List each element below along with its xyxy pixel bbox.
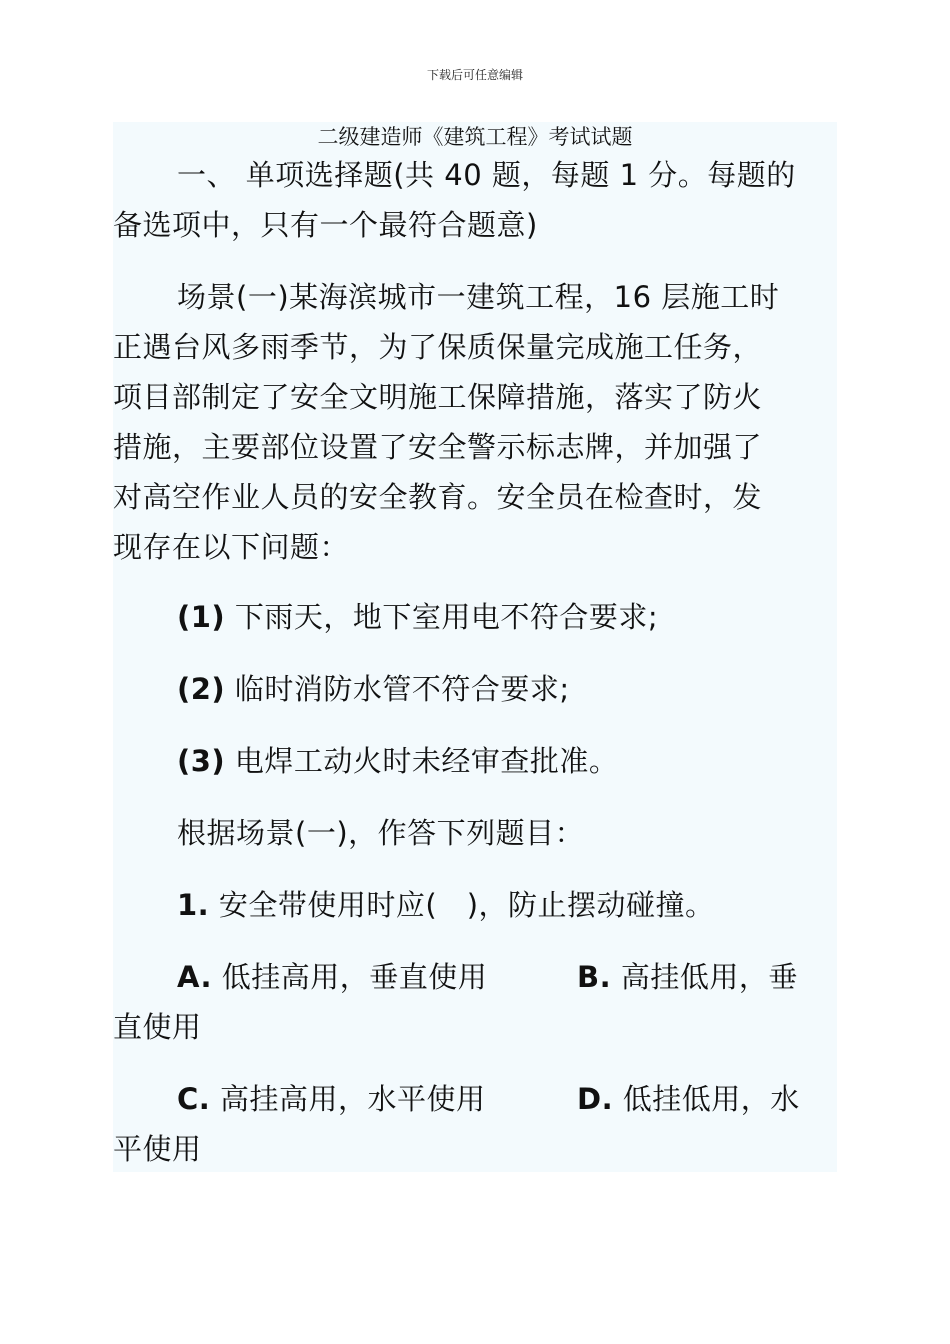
- option-b: [577, 952, 798, 1002]
- instruction-line: 根据场景(一)，作答下列题目：: [177, 816, 585, 850]
- document-title: 二级建造师《建筑工程》考试试题: [317, 125, 633, 149]
- option-d: [577, 1074, 800, 1124]
- option-c-text: 高挂高用，水平使用: [210, 1082, 486, 1116]
- question-1-number: 1.: [177, 888, 210, 922]
- question-1: [113, 880, 901, 930]
- option-a: [177, 960, 487, 994]
- option-b-text: 高挂低用，垂: [611, 960, 798, 994]
- issue-1-text: 下雨天，地下室用电不符合要求;: [225, 600, 659, 634]
- page-header-note: 下载后可任意编辑: [426, 68, 523, 82]
- scenario-line-4: 措施，主要部位设置了安全警示标志牌，并加强了: [113, 430, 763, 464]
- scenario-line-3: 项目部制定了安全文明施工保障措施，落实了防火: [113, 380, 763, 414]
- issue-1: [113, 592, 901, 642]
- options-row-ab: [113, 952, 901, 1002]
- issue-2: [113, 664, 901, 714]
- option-c: [177, 1082, 486, 1116]
- issue-3: [113, 736, 901, 786]
- issue-3-text: 电焊工动火时未经审查批准。: [225, 744, 619, 778]
- option-d-wrap: 平使用: [113, 1132, 202, 1166]
- question-1-text: 安全带使用时应( )，防止摆动碰撞。: [209, 888, 715, 922]
- issue-3-number: (3): [177, 744, 226, 778]
- option-d-letter: D.: [577, 1082, 614, 1116]
- option-d-text: 低挂低用，水: [613, 1082, 800, 1116]
- section-heading-line-2: 备选项中，只有一个最符合题意): [113, 208, 538, 242]
- option-c-letter: C.: [177, 1082, 211, 1116]
- option-b-letter: B.: [577, 960, 612, 994]
- scenario-line-6: 现存在以下问题：: [113, 530, 350, 564]
- scenario-line-2: 正遇台风多雨季节，为了保质保量完成施工任务，: [113, 330, 763, 364]
- scenario-line-1: 场景(一)某海滨城市一建筑工程，16 层施工时: [177, 280, 780, 314]
- options-row-cd: [113, 1074, 901, 1124]
- option-a-letter: A.: [177, 960, 212, 994]
- issue-2-text: 临时消防水管不符合要求;: [225, 672, 570, 706]
- option-b-wrap: 直使用: [113, 1010, 202, 1044]
- issue-1-number: (1): [177, 600, 226, 634]
- issue-2-number: (2): [177, 672, 226, 706]
- section-heading-line-1: 一、 单项选择题(共 40 题，每题 1 分。每题的: [177, 158, 796, 192]
- scenario-line-5: 对高空作业人员的安全教育。安全员在检查时，发: [113, 480, 763, 514]
- option-a-text: 低挂高用，垂直使用: [212, 960, 488, 994]
